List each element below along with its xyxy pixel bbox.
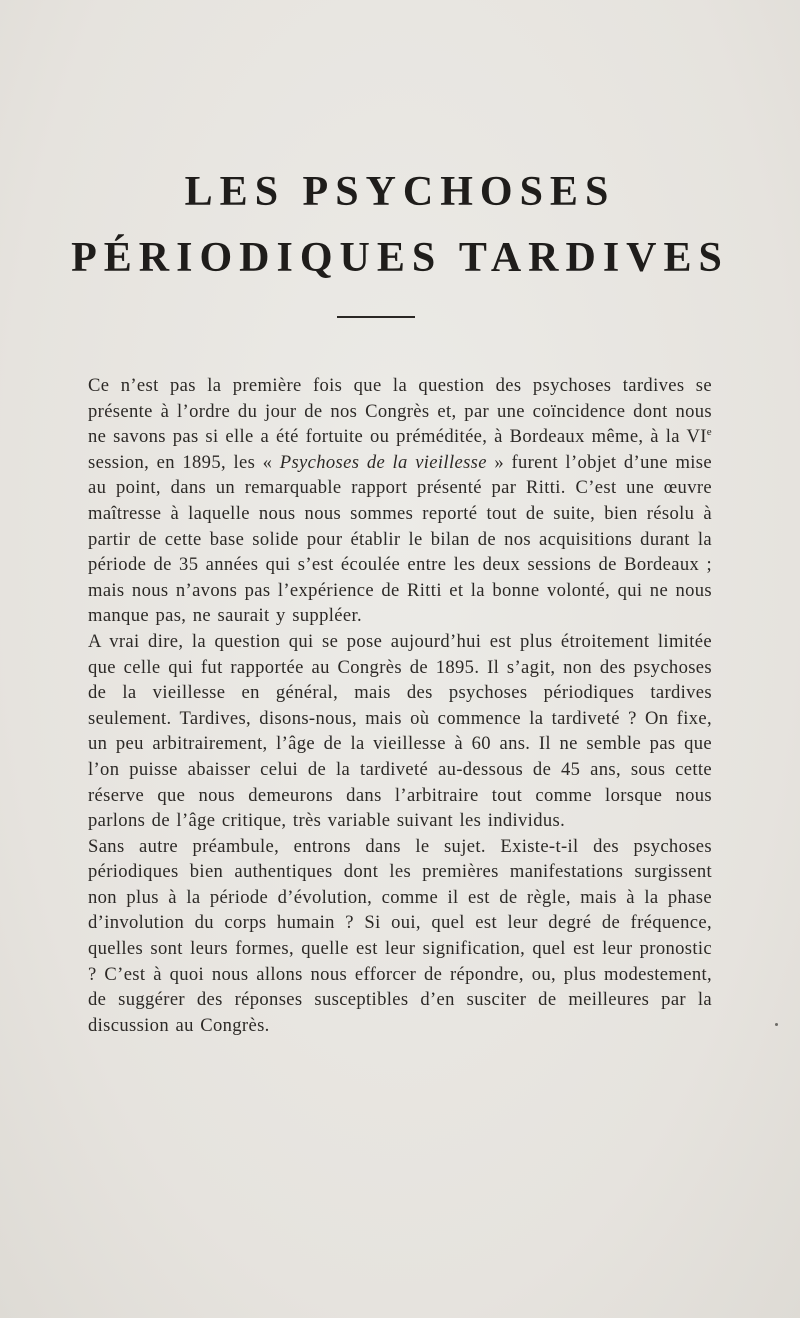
paragraph-1-part-3: » furent l’objet d’une mise au point, dans un remarquable rapport présenté par Ritti. C’est une œuvre maîtresse à laquelle nous nous sommes reporté tout de suite, bien résolu à partir de cette base solide pour établir le bilan de nos acquisitions durant la période de 35 années qui s’est écoulée entre les deux sessions de Bordeaux ; mais nous n’avons pas l’expérience de Ritti et la bonne volonté, qui ne nous manque pas, ne saurait y suppléer.	[88, 451, 712, 627]
title-line-2: PÉRIODIQUES TARDIVES	[71, 235, 729, 281]
paragraph-1-part-1: Ce n’est pas la première fois que la question des psychoses tardives se présente à l’ordre du jour de nos Congrès et, par une coïncidence dont nous ne savons pas si elle a été fortuite ou préméditée, à Bordeaux même, à la VI	[88, 375, 712, 448]
body-text	[88, 373, 712, 1038]
paragraph-2: A vrai dire, la question qui se pose aujourd’hui est plus étroitement limitée que celle qui fut rapportée au Congrès de 1895. Il s’agit, non des psychoses de la vieillesse en général, mais des psychoses périodiques tardives seulement. Tardives, disons-nous, mais où commence la tardiveté ? On fixe, un peu arbitrairement, l’âge de la vieillesse à 60 ans. Il ne semble pas que l’on puisse abaisser celui de la tardiveté au-dessous de 45 ans, sous cette réserve que nous demeurons dans l’arbitraire tout comme lorsque nous parlons de l’âge critique, très variable suivant les individus.	[88, 630, 712, 832]
paragraph-3: Sans autre préambule, entrons dans le sujet. Existe-t-il des psychoses périodiques bien authentiques dont les premières manifestations surgissent non plus à la période d’évolution, comme il est de règle, mais à la phase d’involution du corps humain ? Si oui, quel est leur degré de fréquence, quelles sont leurs formes, quelle est leur signification, quel est leur pronostic ? C’est à quoi nous allons nous efforcer de répondre, ou, plus modestement, de suggérer des réponses susceptibles d’en susciter de meilleures par la discussion au Congrès.	[88, 835, 712, 1036]
paragraph-1	[88, 373, 712, 629]
paper-speck	[775, 1023, 778, 1026]
ordinal-superscript: e	[706, 426, 712, 438]
title-divider	[337, 316, 415, 318]
title-line-1: LES PSYCHOSES	[184, 169, 616, 215]
paragraph-1-part-2: session, en 1895, les «	[88, 451, 280, 473]
cited-report-title: Psychoses de la vieillesse	[279, 451, 487, 473]
chapter-title	[0, 160, 800, 290]
